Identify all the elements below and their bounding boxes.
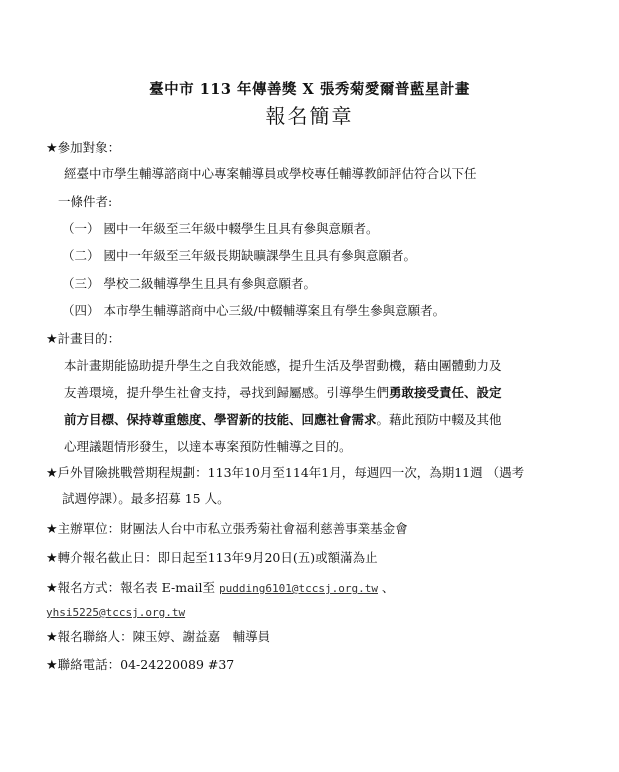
purpose-line-1: 本計畫期能協助提升學生之自我效能感，提升生活及學習動機，藉由團體動力及 [64,358,502,373]
target-item-3: （三） 學校二級輔導學生且具有參與意願者。 [62,276,316,291]
purpose-line-2: 友善環境，提升學生社會支持，尋找到歸屬感。引導學生們勇敢接受責任、設定 [64,385,502,400]
email-link-1[interactable]: pudding6101@tccsj.org.tw [219,582,378,595]
page-title: 臺中市 113 年傳善獎 X 張秀菊愛爾普藍星計畫 [149,81,470,98]
star-icon: ★ [46,551,58,566]
schedule-line-1: ★戶外冒險挑戰營期程規劃：113年10月至114年1月，每週四一次，為期11週 （遇考 [46,465,525,481]
schedule-line-2: 試週停課）。最多招募 15 人。 [62,491,230,506]
purpose-heading: ★計畫目的： [46,331,121,347]
star-icon: ★ [46,332,58,347]
target-item-4: （四） 本市學生輔導諮商中心三級/中輟輔導案且有學生參與意願者。 [62,303,446,318]
page-subtitle: 報名簡章 [265,104,354,128]
target-item-2: （二） 國中一年級至三年級長期缺曠課學生且具有參與意願者。 [62,248,416,263]
star-icon: ★ [46,466,58,481]
target-item-1: （一） 國中一年級至三年級中輟學生且具有參與意願者。 [62,221,379,236]
contact-phone: ★聯絡電話：04-24220089 #37 [46,657,235,673]
deadline: ★轉介報名截止日：即日起至113年9月20日(五)或額滿為止 [46,550,378,566]
contact-person: ★報名聯絡人：陳玉婷、謝益嘉 輔導員 [46,629,271,645]
organizer: ★主辦單位：財團法人台中市私立張秀菊社會福利慈善事業基金會 [46,521,408,537]
email-link-2[interactable]: yhsi5225@tccsj.org.tw [46,606,186,619]
registration-method: ★報名方式：報名表 E-mail至 pudding6101@tccsj.org.tw 、 [46,580,395,596]
star-icon: ★ [46,658,58,673]
star-icon: ★ [46,522,58,537]
star-icon: ★ [46,630,58,645]
target-intro-line-1: 經臺中市學生輔導諮商中心專案輔導員或學校專任輔導教師評估符合以下任 [64,166,477,181]
target-intro-line-2: 一條件者: [58,194,113,209]
registration-email-line-2 [46,604,185,621]
purpose-line-3: 前方目標、保持尊重態度、學習新的技能、回應社會需求。藉此預防中輟及其他 [64,412,502,427]
star-icon: ★ [46,581,58,596]
target-heading: ★參加對象： [46,140,121,156]
star-icon: ★ [46,141,58,156]
purpose-line-4: 心理議題情形發生，以達本專案預防性輔導之目的。 [64,439,352,454]
